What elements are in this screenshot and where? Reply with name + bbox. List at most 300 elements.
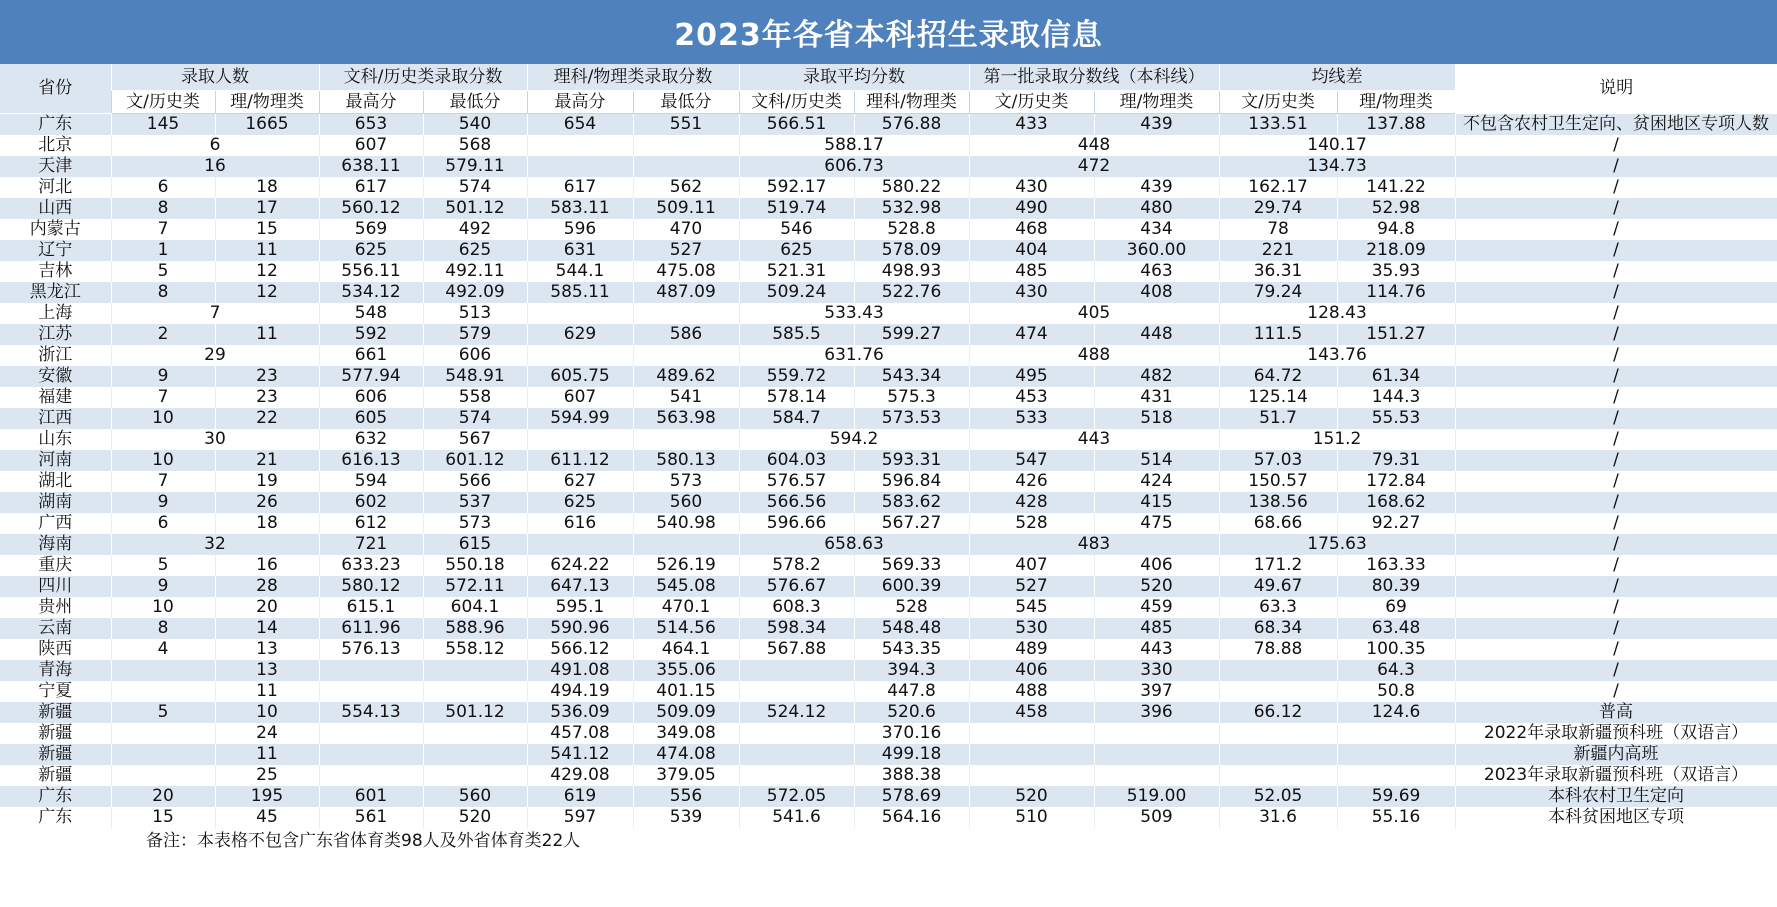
diff-sci-cell	[1337, 744, 1455, 765]
admitted-total-cell: 30	[111, 429, 319, 450]
arts-min-cell	[423, 744, 527, 765]
arts-min-cell: 501.12	[423, 198, 527, 219]
sci-max-cell: 616	[527, 513, 633, 534]
arts-max-cell: 576.13	[319, 639, 423, 660]
diff-sci-cell: 163.33	[1337, 555, 1455, 576]
subheader-sci: 理/物理类	[215, 91, 319, 114]
sci-min-cell: 573	[633, 471, 739, 492]
sci-max-cell: 629	[527, 324, 633, 345]
admitted-total-cell: 32	[111, 534, 319, 555]
arts-min-cell: 492.11	[423, 261, 527, 282]
province-cell: 新疆	[0, 702, 111, 723]
line-sci-cell: 463	[1094, 261, 1219, 282]
admitted-arts-cell: 15	[111, 807, 215, 828]
arts-min-cell: 558	[423, 387, 527, 408]
sci-min-cell: 580.13	[633, 450, 739, 471]
arts-min-cell	[423, 681, 527, 702]
admitted-arts-cell	[111, 744, 215, 765]
sci-min-cell: 470.1	[633, 597, 739, 618]
admitted-arts-cell: 10	[111, 408, 215, 429]
arts-max-cell: 606	[319, 387, 423, 408]
arts-min-cell: 548.91	[423, 366, 527, 387]
avg-sci-cell: 578.09	[854, 240, 969, 261]
admitted-sci-cell: 1665	[215, 114, 319, 136]
line-sci-cell: 439	[1094, 177, 1219, 198]
avg-arts-cell: 584.7	[739, 408, 854, 429]
arts-min-cell: 492.09	[423, 282, 527, 303]
line-arts-cell: 485	[969, 261, 1094, 282]
sci-max-cell: 429.08	[527, 765, 633, 786]
admitted-arts-cell: 6	[111, 177, 215, 198]
avg-sci-cell: 388.38	[854, 765, 969, 786]
arts-max-cell: 721	[319, 534, 423, 555]
line-sci-cell: 519.00	[1094, 786, 1219, 807]
sci-max-cell: 611.12	[527, 450, 633, 471]
sci-max-cell: 647.13	[527, 576, 633, 597]
admitted-sci-cell: 11	[215, 240, 319, 261]
note-cell: /	[1455, 282, 1777, 303]
province-cell: 吉林	[0, 261, 111, 282]
province-cell: 贵州	[0, 597, 111, 618]
admitted-sci-cell: 20	[215, 597, 319, 618]
line-arts-cell: 407	[969, 555, 1094, 576]
province-cell: 广东	[0, 786, 111, 807]
sci-min-cell: 355.06	[633, 660, 739, 681]
sci-max-cell: 595.1	[527, 597, 633, 618]
admitted-total-cell: 16	[111, 156, 319, 177]
diff-sci-cell: 151.27	[1337, 324, 1455, 345]
admitted-arts-cell: 9	[111, 492, 215, 513]
arts-max-cell: 625	[319, 240, 423, 261]
note-cell: /	[1455, 198, 1777, 219]
avg-sci-cell: 520.6	[854, 702, 969, 723]
table-row	[0, 576, 1777, 597]
arts-max-cell: 633.23	[319, 555, 423, 576]
diff-arts-cell	[1219, 681, 1337, 702]
admitted-sci-cell: 23	[215, 387, 319, 408]
note-cell: /	[1455, 534, 1777, 555]
line-sci-cell: 485	[1094, 618, 1219, 639]
arts-max-cell: 605	[319, 408, 423, 429]
note-cell: /	[1455, 387, 1777, 408]
admitted-total-cell: 6	[111, 135, 319, 156]
diff-sci-cell: 59.69	[1337, 786, 1455, 807]
header-sci-scores: 理科/物理类录取分数	[527, 64, 739, 91]
arts-max-cell: 607	[319, 135, 423, 156]
note-cell: /	[1455, 681, 1777, 702]
table-row	[0, 723, 1777, 744]
arts-min-cell: 566	[423, 471, 527, 492]
avg-arts-cell: 519.74	[739, 198, 854, 219]
note-cell: 普高	[1455, 702, 1777, 723]
avg-sci-cell: 522.76	[854, 282, 969, 303]
table-row	[0, 660, 1777, 681]
diff-sci-cell: 52.98	[1337, 198, 1455, 219]
note-cell: /	[1455, 576, 1777, 597]
admitted-arts-cell: 2	[111, 324, 215, 345]
diff-arts-cell: 78	[1219, 219, 1337, 240]
note-cell: 本科贫困地区专项	[1455, 807, 1777, 828]
sci-max-cell: 596	[527, 219, 633, 240]
admitted-arts-cell	[111, 723, 215, 744]
province-cell: 辽宁	[0, 240, 111, 261]
diff-sci-cell: 35.93	[1337, 261, 1455, 282]
avg-sci-cell: 593.31	[854, 450, 969, 471]
admitted-total-cell: 29	[111, 345, 319, 366]
diff-arts-cell: 63.3	[1219, 597, 1337, 618]
sci-max-cell	[527, 135, 633, 156]
sci-min-cell: 379.05	[633, 765, 739, 786]
admitted-arts-cell	[111, 765, 215, 786]
sci-max-cell: 597	[527, 807, 633, 828]
arts-max-cell: 602	[319, 492, 423, 513]
arts-max-cell: 592	[319, 324, 423, 345]
header-diff: 均线差	[1219, 64, 1455, 91]
line-arts-cell: 545	[969, 597, 1094, 618]
avg-sci-cell: 596.84	[854, 471, 969, 492]
province-cell: 宁夏	[0, 681, 111, 702]
arts-max-cell: 580.12	[319, 576, 423, 597]
line-arts-cell: 453	[969, 387, 1094, 408]
sci-max-cell: 585.11	[527, 282, 633, 303]
avg-sci-cell: 564.16	[854, 807, 969, 828]
line-arts-cell: 428	[969, 492, 1094, 513]
batch-line-cell: 483	[969, 534, 1219, 555]
subheader-sci-min: 最低分	[633, 91, 739, 114]
arts-min-cell: 537	[423, 492, 527, 513]
province-cell: 湖北	[0, 471, 111, 492]
admitted-sci-cell: 14	[215, 618, 319, 639]
avg-arts-cell	[739, 744, 854, 765]
arts-min-cell: 501.12	[423, 702, 527, 723]
arts-min-cell: 572.11	[423, 576, 527, 597]
diff-sci-cell: 63.48	[1337, 618, 1455, 639]
note-cell: /	[1455, 429, 1777, 450]
diff-sci-cell: 55.16	[1337, 807, 1455, 828]
province-cell: 湖南	[0, 492, 111, 513]
arts-max-cell: 611.96	[319, 618, 423, 639]
diff-cell: 151.2	[1219, 429, 1455, 450]
arts-max-cell: 560.12	[319, 198, 423, 219]
arts-max-cell: 556.11	[319, 261, 423, 282]
arts-max-cell	[319, 723, 423, 744]
sci-max-cell: 536.09	[527, 702, 633, 723]
avg-sci-cell: 580.22	[854, 177, 969, 198]
province-cell: 青海	[0, 660, 111, 681]
avg-arts-cell: 604.03	[739, 450, 854, 471]
subheader-avg-sci: 理科/物理类	[854, 91, 969, 114]
sci-max-cell: 619	[527, 786, 633, 807]
sci-max-cell	[527, 156, 633, 177]
line-sci-cell	[1094, 744, 1219, 765]
arts-max-cell	[319, 681, 423, 702]
admitted-sci-cell: 28	[215, 576, 319, 597]
avg-sci-cell: 576.88	[854, 114, 969, 136]
arts-max-cell: 638.11	[319, 156, 423, 177]
avg-arts-cell: 521.31	[739, 261, 854, 282]
note-cell: /	[1455, 324, 1777, 345]
admitted-sci-cell: 11	[215, 744, 319, 765]
diff-cell: 134.73	[1219, 156, 1455, 177]
admitted-sci-cell: 26	[215, 492, 319, 513]
arts-max-cell: 632	[319, 429, 423, 450]
table-row	[0, 492, 1777, 513]
line-sci-cell: 439	[1094, 114, 1219, 136]
table-header	[0, 64, 1777, 114]
admitted-arts-cell: 8	[111, 618, 215, 639]
batch-line-cell: 448	[969, 135, 1219, 156]
admitted-arts-cell: 8	[111, 282, 215, 303]
sci-max-cell: 541.12	[527, 744, 633, 765]
subheader-line-arts: 文/历史类	[969, 91, 1094, 114]
line-arts-cell: 458	[969, 702, 1094, 723]
note-cell: /	[1455, 177, 1777, 198]
line-arts-cell: 488	[969, 681, 1094, 702]
line-arts-cell: 430	[969, 177, 1094, 198]
line-arts-cell: 433	[969, 114, 1094, 136]
avg-sci-cell: 543.35	[854, 639, 969, 660]
avg-sci-cell: 567.27	[854, 513, 969, 534]
avg-arts-cell: 509.24	[739, 282, 854, 303]
province-cell: 广西	[0, 513, 111, 534]
diff-arts-cell: 78.88	[1219, 639, 1337, 660]
diff-arts-cell: 57.03	[1219, 450, 1337, 471]
province-cell: 江西	[0, 408, 111, 429]
sci-max-cell: 631	[527, 240, 633, 261]
diff-arts-cell: 111.5	[1219, 324, 1337, 345]
avg-sci-cell: 583.62	[854, 492, 969, 513]
line-sci-cell: 514	[1094, 450, 1219, 471]
admitted-arts-cell: 145	[111, 114, 215, 136]
note-cell: /	[1455, 513, 1777, 534]
diff-sci-cell: 100.35	[1337, 639, 1455, 660]
admitted-arts-cell: 9	[111, 366, 215, 387]
admitted-arts-cell: 7	[111, 471, 215, 492]
line-sci-cell: 509	[1094, 807, 1219, 828]
arts-max-cell: 548	[319, 303, 423, 324]
avg-arts-cell: 578.2	[739, 555, 854, 576]
admitted-sci-cell: 18	[215, 513, 319, 534]
batch-line-cell: 472	[969, 156, 1219, 177]
admitted-sci-cell: 22	[215, 408, 319, 429]
table-row	[0, 555, 1777, 576]
admitted-arts-cell: 1	[111, 240, 215, 261]
arts-max-cell: 534.12	[319, 282, 423, 303]
note-cell: /	[1455, 597, 1777, 618]
table-row	[0, 198, 1777, 219]
avg-arts-cell: 572.05	[739, 786, 854, 807]
admitted-sci-cell: 19	[215, 471, 319, 492]
note-cell: /	[1455, 135, 1777, 156]
sci-min-cell: 586	[633, 324, 739, 345]
sci-min-cell: 560	[633, 492, 739, 513]
avg-sci-cell: 370.16	[854, 723, 969, 744]
sci-min-cell: 489.62	[633, 366, 739, 387]
avg-score-cell: 533.43	[739, 303, 969, 324]
subheader-arts-max: 最高分	[319, 91, 423, 114]
admitted-arts-cell: 5	[111, 702, 215, 723]
sci-min-cell: 556	[633, 786, 739, 807]
line-sci-cell	[1094, 723, 1219, 744]
table-row	[0, 744, 1777, 765]
table-row	[0, 177, 1777, 198]
sci-min-cell: 509.09	[633, 702, 739, 723]
sci-max-cell: 583.11	[527, 198, 633, 219]
header-admitted: 录取人数	[111, 64, 319, 91]
avg-score-cell: 594.2	[739, 429, 969, 450]
arts-min-cell	[423, 660, 527, 681]
line-sci-cell: 415	[1094, 492, 1219, 513]
arts-min-cell: 513	[423, 303, 527, 324]
diff-arts-cell: 68.34	[1219, 618, 1337, 639]
table-row	[0, 618, 1777, 639]
province-cell: 重庆	[0, 555, 111, 576]
header-note: 说明	[1455, 64, 1777, 114]
admitted-arts-cell	[111, 660, 215, 681]
arts-min-cell: 520	[423, 807, 527, 828]
diff-sci-cell: 124.6	[1337, 702, 1455, 723]
province-cell: 河南	[0, 450, 111, 471]
admitted-total-cell: 7	[111, 303, 319, 324]
line-sci-cell: 520	[1094, 576, 1219, 597]
diff-arts-cell: 221	[1219, 240, 1337, 261]
sci-min-cell: 562	[633, 177, 739, 198]
subheader-avg-arts: 文科/历史类	[739, 91, 854, 114]
header-avg-score: 录取平均分数	[739, 64, 969, 91]
line-arts-cell: 474	[969, 324, 1094, 345]
note-cell: /	[1455, 345, 1777, 366]
diff-sci-cell: 61.34	[1337, 366, 1455, 387]
diff-arts-cell: 66.12	[1219, 702, 1337, 723]
sci-max-cell: 624.22	[527, 555, 633, 576]
sci-min-cell: 401.15	[633, 681, 739, 702]
admitted-arts-cell: 7	[111, 387, 215, 408]
batch-line-cell: 443	[969, 429, 1219, 450]
line-sci-cell: 443	[1094, 639, 1219, 660]
avg-sci-cell: 573.53	[854, 408, 969, 429]
admitted-sci-cell: 24	[215, 723, 319, 744]
table-row	[0, 702, 1777, 723]
header-province: 省份	[0, 64, 111, 114]
line-sci-cell: 396	[1094, 702, 1219, 723]
line-arts-cell: 430	[969, 282, 1094, 303]
diff-arts-cell	[1219, 660, 1337, 681]
diff-arts-cell: 36.31	[1219, 261, 1337, 282]
table-row	[0, 345, 1777, 366]
arts-min-cell: 615	[423, 534, 527, 555]
avg-arts-cell: 541.6	[739, 807, 854, 828]
sci-max-cell	[527, 345, 633, 366]
arts-max-cell: 577.94	[319, 366, 423, 387]
avg-arts-cell: 585.5	[739, 324, 854, 345]
sci-max-cell: 625	[527, 492, 633, 513]
sci-min-cell: 349.08	[633, 723, 739, 744]
note-cell: 2022年录取新疆预科班（双语言）	[1455, 723, 1777, 744]
avg-sci-cell: 548.48	[854, 618, 969, 639]
table-row	[0, 597, 1777, 618]
sci-min-cell: 475.08	[633, 261, 739, 282]
province-cell: 陕西	[0, 639, 111, 660]
table-row	[0, 240, 1777, 261]
line-sci-cell: 330	[1094, 660, 1219, 681]
admitted-sci-cell: 12	[215, 261, 319, 282]
diff-arts-cell: 68.66	[1219, 513, 1337, 534]
note-cell: 新疆内高班	[1455, 744, 1777, 765]
line-arts-cell: 495	[969, 366, 1094, 387]
diff-arts-cell: 162.17	[1219, 177, 1337, 198]
subheader-line-sci: 理/物理类	[1094, 91, 1219, 114]
table-row	[0, 450, 1777, 471]
province-cell: 四川	[0, 576, 111, 597]
table-row	[0, 219, 1777, 240]
diff-arts-cell	[1219, 723, 1337, 744]
avg-sci-cell: 575.3	[854, 387, 969, 408]
line-sci-cell: 482	[1094, 366, 1219, 387]
avg-score-cell: 631.76	[739, 345, 969, 366]
arts-max-cell: 561	[319, 807, 423, 828]
diff-sci-cell: 218.09	[1337, 240, 1455, 261]
table-row	[0, 429, 1777, 450]
diff-arts-cell: 52.05	[1219, 786, 1337, 807]
line-arts-cell: 489	[969, 639, 1094, 660]
diff-sci-cell: 80.39	[1337, 576, 1455, 597]
admitted-sci-cell: 21	[215, 450, 319, 471]
admitted-arts-cell: 10	[111, 597, 215, 618]
arts-max-cell	[319, 660, 423, 681]
arts-max-cell: 616.13	[319, 450, 423, 471]
admission-table	[0, 64, 1777, 828]
admitted-arts-cell: 6	[111, 513, 215, 534]
arts-min-cell: 560	[423, 786, 527, 807]
avg-sci-cell: 447.8	[854, 681, 969, 702]
arts-min-cell: 573	[423, 513, 527, 534]
table-row	[0, 513, 1777, 534]
sci-max-cell: 607	[527, 387, 633, 408]
table-row	[0, 786, 1777, 807]
line-arts-cell: 533	[969, 408, 1094, 429]
province-cell: 江苏	[0, 324, 111, 345]
arts-min-cell: 625	[423, 240, 527, 261]
avg-arts-cell: 625	[739, 240, 854, 261]
diff-sci-cell	[1337, 765, 1455, 786]
avg-sci-cell: 498.93	[854, 261, 969, 282]
sci-max-cell: 594.99	[527, 408, 633, 429]
province-cell: 新疆	[0, 744, 111, 765]
diff-arts-cell: 31.6	[1219, 807, 1337, 828]
avg-arts-cell: 559.72	[739, 366, 854, 387]
sci-min-cell	[633, 303, 739, 324]
avg-sci-cell: 578.69	[854, 786, 969, 807]
diff-sci-cell: 69	[1337, 597, 1455, 618]
admitted-sci-cell: 13	[215, 639, 319, 660]
avg-sci-cell: 600.39	[854, 576, 969, 597]
avg-arts-cell: 524.12	[739, 702, 854, 723]
province-cell: 海南	[0, 534, 111, 555]
admitted-arts-cell	[111, 681, 215, 702]
arts-min-cell: 601.12	[423, 450, 527, 471]
province-cell: 黑龙江	[0, 282, 111, 303]
sci-min-cell: 464.1	[633, 639, 739, 660]
sci-max-cell: 494.19	[527, 681, 633, 702]
subheader-diff-sci: 理/物理类	[1337, 91, 1455, 114]
table-row	[0, 135, 1777, 156]
province-cell: 福建	[0, 387, 111, 408]
avg-arts-cell: 576.67	[739, 576, 854, 597]
sci-min-cell: 540.98	[633, 513, 739, 534]
line-arts-cell: 547	[969, 450, 1094, 471]
sci-min-cell	[633, 156, 739, 177]
line-arts-cell: 406	[969, 660, 1094, 681]
